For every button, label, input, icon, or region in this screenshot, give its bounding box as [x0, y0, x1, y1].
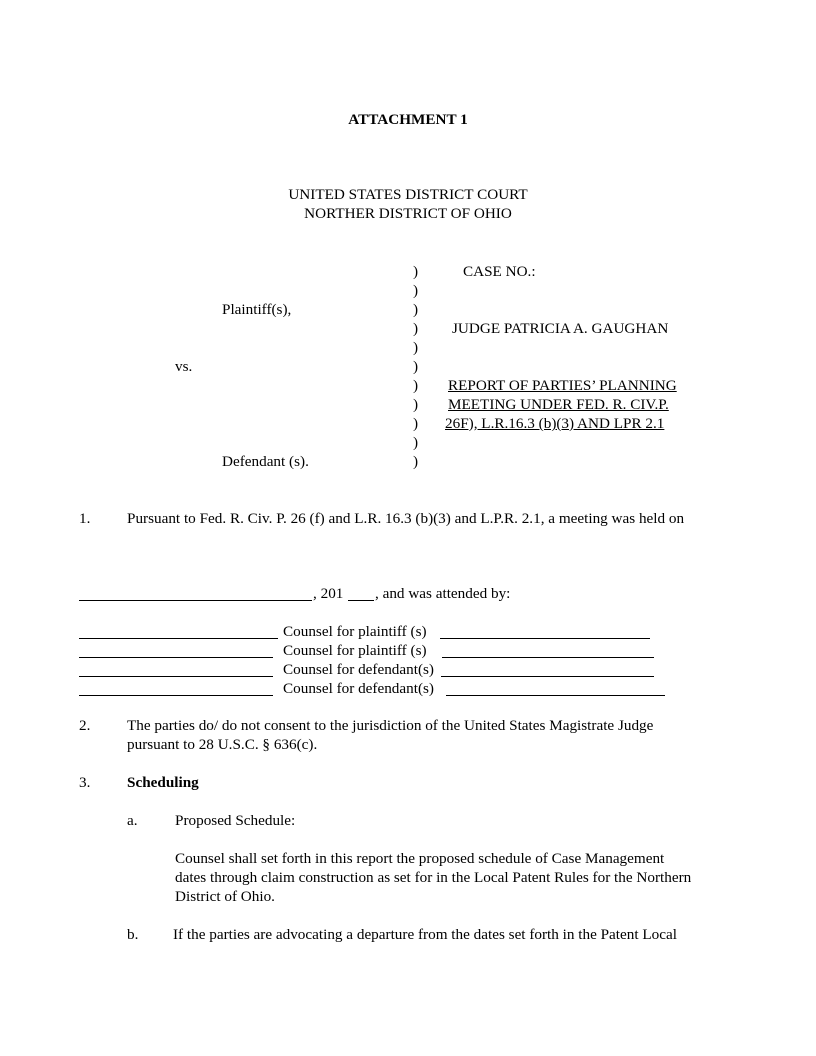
plaintiff-label: Plaintiff(s),: [222, 301, 292, 318]
caption-paren: ): [413, 396, 419, 413]
subsection-a-body-line: dates through claim construction as set for in the Local Patent Rules for the Northern: [175, 869, 692, 886]
report-title-line: 26F), L.R.16.3 (b)(3) AND LPR 2.1: [445, 415, 665, 432]
section-3-heading: Scheduling: [127, 774, 199, 791]
section-1-number: 1.: [79, 510, 91, 527]
section-2-number: 2.: [79, 717, 91, 734]
vs-label: vs.: [175, 358, 193, 375]
section-2-text-line: The parties do/ do not consent to the jurisdiction of the United States Magistrate Judge: [127, 717, 654, 734]
meeting-attended-text: , and was attended by:: [375, 585, 511, 602]
subsection-a-heading: Proposed Schedule:: [175, 812, 296, 829]
meeting-date-blank[interactable]: [79, 600, 312, 601]
section-1-text: Pursuant to Fed. R. Civ. P. 26 (f) and L.R. 16.3 (b)(3) and L.P.R. 2.1, a meeting was held on: [127, 510, 685, 527]
section-3-number: 3.: [79, 774, 91, 791]
caption-paren: ): [413, 358, 419, 375]
caption-paren: ): [413, 434, 419, 451]
caption-paren: ): [413, 415, 419, 432]
defendant-label: Defendant (s).: [222, 453, 309, 470]
court-name: UNITED STATES DISTRICT COURT: [288, 186, 528, 203]
caption-paren: ): [413, 301, 419, 318]
counsel-firm-blank[interactable]: [446, 695, 665, 696]
section-2-text-line: pursuant to 28 U.S.C. § 636(c).: [127, 736, 318, 753]
report-title-line: REPORT OF PARTIES’ PLANNING: [448, 377, 677, 394]
caption-paren: ): [413, 339, 419, 356]
counsel-name-blank[interactable]: [79, 676, 273, 677]
counsel-firm-blank[interactable]: [441, 676, 654, 677]
counsel-role-label: Counsel for plaintiff (s): [283, 642, 427, 659]
caption-paren: ): [413, 320, 419, 337]
meeting-year-prefix: , 201: [313, 585, 344, 602]
caption-paren: ): [413, 453, 419, 470]
subsection-a-label: a.: [127, 812, 138, 829]
counsel-role-label: Counsel for defendant(s): [283, 680, 434, 697]
case-number-label: CASE NO.:: [463, 263, 536, 280]
judge-name: JUDGE PATRICIA A. GAUGHAN: [452, 320, 669, 337]
counsel-name-blank[interactable]: [79, 638, 278, 639]
counsel-role-label: Counsel for plaintiff (s): [283, 623, 427, 640]
report-title-line: MEETING UNDER FED. R. CIV.P.: [448, 396, 669, 413]
caption-paren: ): [413, 377, 419, 394]
caption-paren: ): [413, 263, 419, 280]
counsel-firm-blank[interactable]: [442, 657, 654, 658]
meeting-year-blank[interactable]: [348, 600, 374, 601]
caption-paren: ): [413, 282, 419, 299]
counsel-name-blank[interactable]: [79, 657, 273, 658]
subsection-b-label: b.: [127, 926, 139, 943]
court-district: NORTHER DISTRICT OF OHIO: [304, 205, 512, 222]
subsection-b-text: If the parties are advocating a departure from the dates set forth in the Patent Local: [173, 926, 677, 943]
subsection-a-body-line: District of Ohio.: [175, 888, 275, 905]
counsel-firm-blank[interactable]: [440, 638, 650, 639]
subsection-a-body-line: Counsel shall set forth in this report the proposed schedule of Case Management: [175, 850, 665, 867]
counsel-role-label: Counsel for defendant(s): [283, 661, 434, 678]
attachment-title: ATTACHMENT 1: [348, 111, 468, 128]
counsel-name-blank[interactable]: [79, 695, 273, 696]
